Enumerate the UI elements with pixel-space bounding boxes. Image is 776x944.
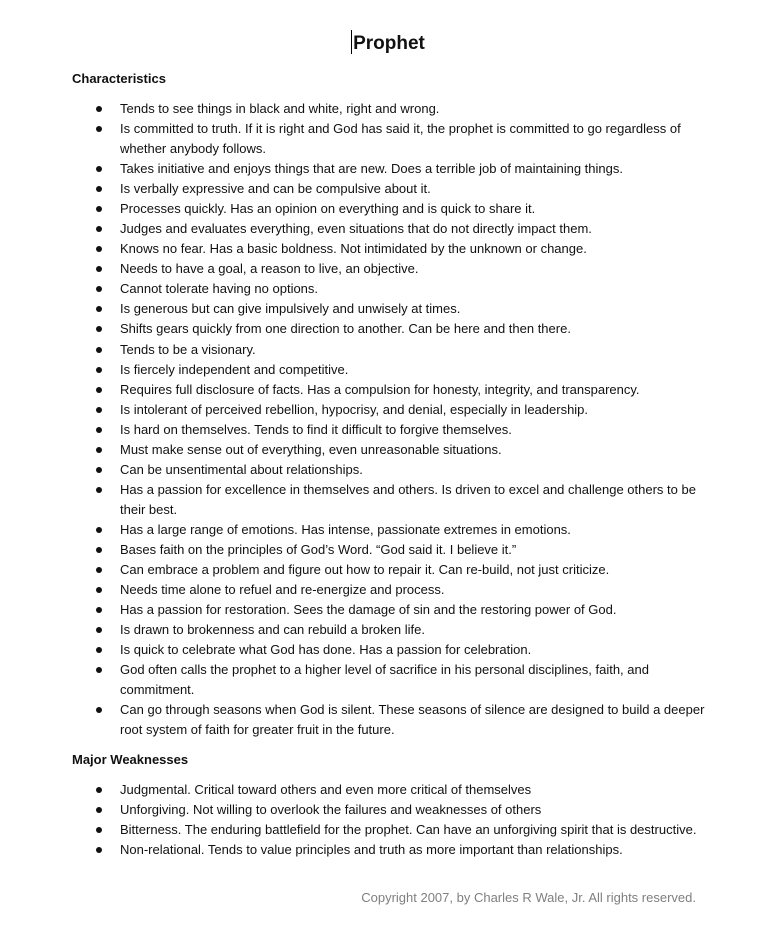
list-item-text: Cannot tolerate having no options. [120, 281, 319, 297]
list-item [0, 820, 776, 840]
bullet-icon [96, 647, 102, 653]
list-item-text: Knows no fear. Has a basic boldness. Not intimidated by the unknown or change. [120, 241, 587, 257]
bullet-icon [96, 487, 102, 493]
bullet-icon [96, 387, 102, 393]
bullet-icon [96, 667, 102, 673]
bullet-icon [96, 847, 102, 853]
list-item-text: Bitterness. The enduring battlefield for the prophet. Can have an unforgiving spirit that is destructive. [120, 822, 697, 838]
list-item-text: Takes initiative and enjoys things that are new. Does a terrible job of maintaining things. [120, 160, 623, 176]
page-title [0, 30, 776, 57]
list-item-text: Is generous but can give impulsively and unwisely at times. [120, 301, 461, 317]
list-item [0, 660, 776, 699]
list-item-text: Judges and evaluates everything, even situations that do not directly impact them. [120, 220, 592, 236]
bullet-icon [96, 427, 102, 433]
list-item [0, 440, 776, 460]
bullet-icon [96, 166, 102, 172]
bullet-icon [96, 607, 102, 613]
list-item-text: Is drawn to brokenness and can rebuild a broken life. [120, 622, 425, 638]
list-item [0, 600, 776, 620]
list-item [0, 480, 776, 519]
bullet-icon [96, 286, 102, 292]
bullet-icon [96, 246, 102, 252]
list-item [0, 319, 776, 339]
list-item [0, 460, 776, 480]
weaknesses-list [0, 780, 776, 860]
list-item [0, 520, 776, 540]
list-item-text: Needs to have a goal, a reason to live, an objective. [120, 261, 419, 277]
bullet-icon [96, 126, 102, 132]
list-item-text: Has a passion for restoration. Sees the damage of sin and the restoring power of God. [120, 602, 617, 618]
bullet-icon [96, 587, 102, 593]
list-item-text: Must make sense out of everything, even unreasonable situations. [120, 442, 502, 457]
bullet-icon [96, 707, 102, 713]
bullet-icon [96, 787, 102, 793]
list-item [0, 360, 776, 380]
bullet-icon [96, 407, 102, 413]
list-item [0, 560, 776, 580]
list-item-text: Can be unsentimental about relationships. [120, 462, 363, 478]
list-item [0, 199, 776, 219]
list-item-text: Is fiercely independent and competitive. [120, 361, 349, 377]
list-item [0, 219, 776, 239]
list-item-text: Shifts gears quickly from one direction to another. Can be here and then there. [120, 321, 571, 337]
list-item-text: Bases faith on the principles of God’s Word. “God said it. I believe it.” [120, 541, 517, 557]
bullet-icon [96, 567, 102, 573]
bullet-icon [96, 186, 102, 192]
list-item [0, 800, 776, 820]
list-item [0, 380, 776, 400]
list-item-text: Can embrace a problem and figure out how to repair it. Can re-build, not just criticize. [120, 561, 610, 577]
list-item [0, 259, 776, 279]
list-item-text: Is committed to truth. If it is right and God has said it, the prophet is committed to go regardless of whether anybody follows. [120, 121, 681, 156]
list-item [0, 279, 776, 299]
bullet-icon [96, 807, 102, 813]
list-item-text: Needs time alone to refuel and re-energize and process. [120, 582, 445, 598]
list-item [0, 840, 776, 860]
list-item-text: Is quick to celebrate what God has done. Has a passion for celebration. [120, 642, 532, 658]
bullet-icon [96, 527, 102, 533]
list-item [0, 99, 776, 119]
list-item-text: Unforgiving. Not willing to overlook the failures and weaknesses of others [120, 802, 542, 818]
list-item [0, 540, 776, 560]
list-item [0, 179, 776, 199]
bullet-icon [96, 206, 102, 212]
bullet-icon [96, 547, 102, 553]
characteristics-list [0, 99, 776, 740]
list-item [0, 119, 776, 158]
bullet-icon [96, 627, 102, 633]
list-item-text: Processes quickly. Has an opinion on everything and is quick to share it. [120, 200, 536, 216]
page-title-text: Prophet [353, 33, 425, 54]
bullet-icon [96, 266, 102, 272]
bullet-icon [96, 447, 102, 453]
list-item [0, 299, 776, 319]
list-item-text: Is intolerant of perceived rebellion, hypocrisy, and denial, especially in leadership. [120, 401, 589, 417]
list-item [0, 400, 776, 420]
list-item-text: Can go through seasons when God is silent. These seasons of silence are designed to build a deeper root system of faith for greater fruit in the future. [120, 702, 705, 737]
list-item [0, 420, 776, 440]
bullet-icon [96, 106, 102, 112]
list-item-text: Tends to see things in black and white, right and wrong. [120, 101, 440, 116]
list-item [0, 700, 776, 739]
copyright-notice: Copyright 2007, by Charles R Wale, Jr. All rights reserved. [361, 890, 696, 905]
list-item-text: Has a passion for excellence in themselves and others. Is driven to excel and challenge others to be their best. [120, 482, 696, 517]
list-item-text: Has a large range of emotions. Has intense, passionate extremes in emotions. [120, 521, 571, 537]
bullet-icon [96, 306, 102, 312]
bullet-icon [96, 326, 102, 332]
bullet-icon [96, 347, 102, 353]
bullet-icon [96, 827, 102, 833]
list-item [0, 239, 776, 259]
bullet-icon [96, 467, 102, 473]
list-item [0, 620, 776, 640]
list-item-text: God often calls the prophet to a higher level of sacrifice in his personal disciplines, faith, and commitment. [120, 662, 649, 697]
list-item-text: Is verbally expressive and can be compulsive about it. [120, 180, 431, 196]
weaknesses-heading: Major Weaknesses [72, 752, 189, 767]
list-item [0, 580, 776, 600]
list-item [0, 640, 776, 660]
list-item-text: Non-relational. Tends to value principles and truth as more important than relationships. [120, 842, 623, 858]
list-item-text: Judgmental. Critical toward others and even more critical of themselves [120, 782, 532, 797]
characteristics-heading: Characteristics [72, 71, 166, 86]
list-item-text: Requires full disclosure of facts. Has a compulsion for honesty, integrity, and transparency. [120, 381, 640, 397]
list-item [0, 159, 776, 179]
bullet-icon [96, 226, 102, 232]
list-item [0, 780, 776, 800]
bullet-icon [96, 367, 102, 373]
list-item-text: Is hard on themselves. Tends to find it difficult to forgive themselves. [120, 421, 512, 437]
list-item-text: Tends to be a visionary. [120, 341, 256, 357]
list-item [0, 340, 776, 360]
text-cursor [351, 30, 352, 54]
